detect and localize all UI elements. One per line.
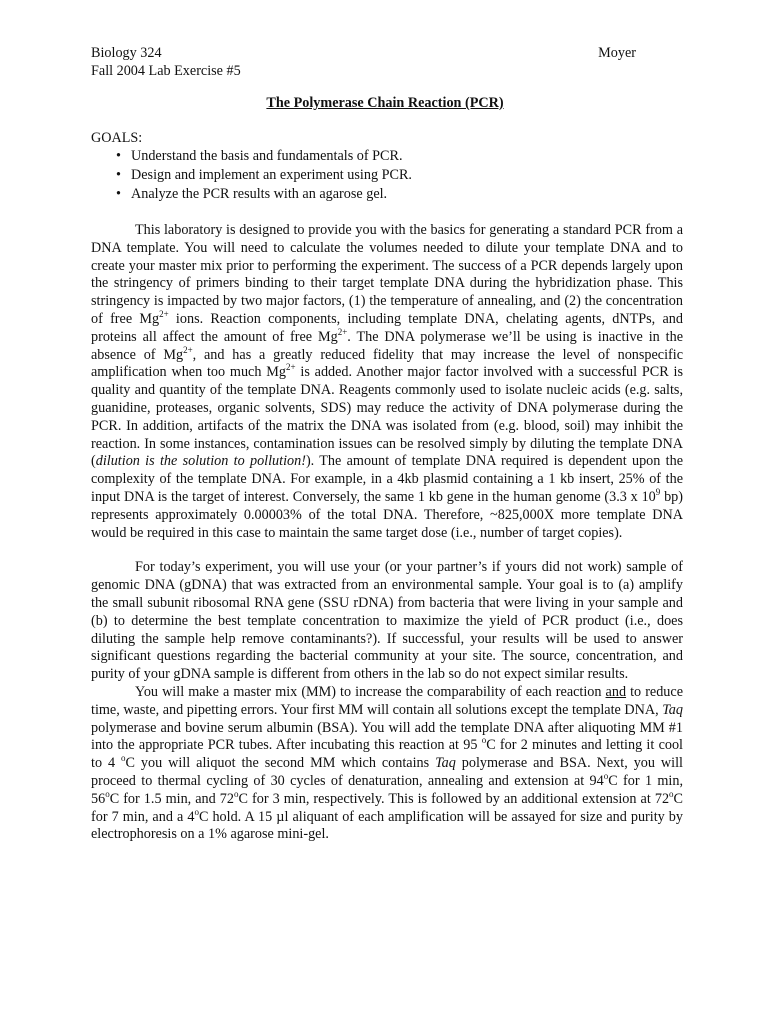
header-instructor — [598, 44, 636, 62]
goals-label: GOALS: — [91, 130, 143, 146]
page-title: The Polymerase Chain Reaction (PCR) — [266, 95, 504, 111]
goal-item — [91, 147, 681, 166]
goal-text: Analyze the PCR results with an agarose gel. — [131, 186, 388, 202]
goal-text: Understand the basis and fundamentals of PCR. — [131, 148, 403, 164]
intro-paragraph: This laboratory is designed to provide you with the basics for generating a standard PCR from a DNA template. You will need to calculate the volumes needed to dilute your template DNA and to create your master mix prior to performing the experiment. The success of a PCR depends largely upon the stringency of primers binding to their target template DNA during the hybridization phase. This stringency is impacted by two major factors, (1) the temperature of annealing, and (2) the concentration of free $Mg^{2+}$ ions. Reaction components, including template DNA, chelating agents, dNTPs, and proteins all affect the amount of free $Mg^{2+}$. The DNA polymerase we’ll be using is inactive in the absence of $Mg^{2+}$, and has a greatly reduced fidelity that may increase the level of nonspecific amplification when too much $Mg^{2+}$ is added. Another major factor involved with a successful PCR is quality and quantity of the template DNA. Reagents commonly used to isolate nucleic acids (e.g. salts, guanidine, proteases, organic solvents, SDS) may reduce the activity of DNA polymerase during the PCR. In addition, artifacts of the matrix the DNA was isolated from (e.g. blood, soil) may inhibit the reaction. In some instances, contamination issues can be resolved simply by diluting the template DNA (dilution is the solution to pollution!). The amount of template DNA required is dependent upon the complexity of the template DNA. For example, in a 4kb plasmid containing a 1 kb insert, 25% of the input DNA is the target of interest. Conversely, the same 1 kb gene in the human genome (3.3 x $10^9$ bp) represents approximately 0.00003% of the total DNA. Therefore, ~825,000X more template DNA would be required in this case to maintain the same target dose (i.e., number of target copies). — [91, 222, 684, 541]
goals-list — [91, 147, 681, 204]
experiment-paragraph: For today’s experiment, you will use your (or your partner’s if yours did not work) sample of genomic DNA (gDNA) that was extracted from an environmental sample. Your goal is to (a) amplify the small subunit ribosomal RNA gene (SSU rDNA) from bacteria that were living in your sample and (b) to determine the best template concentration to maximize the yield of PCR product (i.e., does diluting the sample help remove contaminants?). If successful, your results will be used to answer significant questions regarding the bacterial community at your site. The source, concentration, and purity of your gDNA sample is different from others in the lab so do not expect similar results. — [91, 559, 683, 683]
body-text — [91, 222, 683, 844]
bullet-icon: • — [116, 148, 121, 164]
bullet-icon: • — [116, 186, 121, 202]
header-course-info — [91, 44, 241, 80]
instructor-name: Moyer — [598, 45, 636, 61]
goal-item — [91, 185, 681, 204]
course-name: Biology 324 — [91, 45, 162, 61]
term-label: Fall 2004 Lab Exercise #5 — [91, 63, 241, 79]
goal-item — [91, 166, 681, 185]
goals-section — [91, 129, 681, 204]
goal-text: Design and implement an experiment using PCR. — [131, 167, 412, 183]
master-mix-paragraph: You will make a master mix (MM) to increase the comparability of each reaction and to reduce time, waste, and pipetting errors. Your first MM will contain all solutions except the template DNA, Taq polymerase and bovine serum albumin (BSA). You will add the template DNA after aliquoting MM #1 into the appropriate PCR tubes. After incubating this reaction at 95 $^o$C for 2 minutes and letting it cool to 4 $^o$C you will aliquot the second MM which contains Taq polymerase and BSA. Next, you will proceed to thermal cycling of 30 cycles of denaturation, annealing and extension at 94$^o$C for 1 min, 56$^o$C for 1.5 min, and 72$^o$C for 3 min, respectively. This is followed by an additional extension at 72$^o$C for 7 min, and a 4$^o$C hold. A 15 µl aliquant of each amplification will be assayed for size and purity by electrophoresis on a 1% agarose mini-gel. — [91, 683, 684, 843]
bullet-icon: • — [116, 167, 121, 183]
